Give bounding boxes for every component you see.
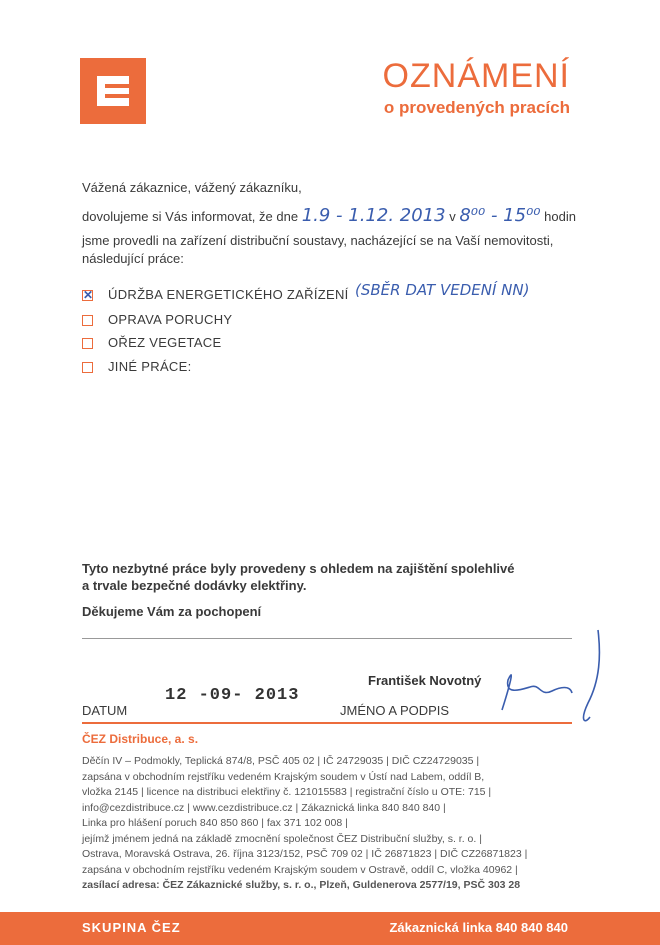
handwritten-hours: 8⁰⁰ - 15⁰⁰	[459, 205, 541, 226]
company-line: zasílací adresa: ČEZ Zákaznické služby, s. r. o., Plzeň, Guldenerova 2577/19, PSČ 303 28	[82, 879, 521, 891]
handwritten-work-note: (SBĚR DAT VEDENÍ NN)	[355, 281, 530, 299]
datum-label: DATUM	[82, 703, 128, 718]
intro-hodin: hodin	[544, 209, 576, 224]
company-line: vložka 2145 | licence na distribuci elektřiny č. 121015583 | registrační číslo u OTE: 715 |	[82, 786, 492, 798]
company-line: zapsána v obchodním rejstříku vedeném Krajským soudem v Ostravě, oddíl C, vložka 40962 |	[82, 863, 518, 876]
page-title: OZNÁMENÍ	[382, 57, 570, 95]
company-line: zapsána v obchodním rejstříku vedeném Krajským soudem v Ústí nad Labem, oddíl B,	[82, 770, 485, 783]
work-label-3: OŘEZ VEGETACE	[108, 335, 222, 350]
intro-line-3: následující práce:	[82, 251, 184, 266]
cez-logo	[80, 58, 146, 124]
thanks-text: Děkujeme Vám za pochopení	[82, 604, 262, 619]
work-checkbox-4[interactable]	[82, 362, 93, 373]
company-name: ČEZ Distribuce, a. s.	[82, 732, 199, 746]
greeting: Vážená zákaznice, vážený zákazníku,	[82, 180, 302, 195]
date-stamp: 12 -09- 2013	[165, 686, 300, 705]
cez-logo-icon	[80, 58, 146, 124]
company-line: Ostrava, Moravská Ostrava, 26. října 3123/152, PSČ 709 02 | IČ 26871823 | DIČ CZ26871823 |	[82, 848, 528, 860]
intro-line-2: jsme provedli na zařízení distribuční soustavy, nacházející se na Vaší nemovitosti,	[82, 233, 554, 248]
footer-bar	[0, 912, 660, 945]
signature-underline	[82, 722, 572, 724]
closing-line-1: Tyto nezbytné práce byly provedeny s ohledem na zajištění spolehlivé	[82, 561, 515, 576]
intro-text: dovolujeme si Vás informovat, že dne	[82, 209, 299, 224]
company-line: Linka pro hlášení poruch 840 850 860 | fax 371 102 008 |	[82, 817, 348, 829]
work-checkbox-1[interactable]: ✕	[83, 288, 94, 302]
work-checkbox-2[interactable]	[82, 315, 93, 326]
company-details	[82, 754, 582, 894]
work-label-4: JINÉ PRÁCE:	[108, 359, 192, 374]
signer-name-stamp: František Novotný	[368, 673, 482, 688]
work-label-1: ÚDRŽBA ENERGETICKÉHO ZAŘÍZENÍ	[108, 287, 349, 302]
intro-v: v	[449, 209, 456, 224]
company-line: jejímž jménem jedná na základě zmocnění společnost ČEZ Distribuční služby, s. r. o. |	[82, 832, 482, 845]
footer-hotline: Zákaznická linka 840 840 840	[389, 920, 568, 935]
company-line: info@cezdistribuce.cz | www.cezdistribuce.cz | Zákaznická linka 840 840 840 |	[82, 801, 446, 814]
company-line: Děčín IV – Podmokly, Teplická 874/8, PSČ 405 02 | IČ 24729035 | DIČ CZ24729035 |	[82, 755, 480, 767]
closing-line-2: a trvale bezpečné dodávky elektřiny.	[82, 578, 307, 593]
signature-scribble	[480, 625, 610, 735]
work-checkbox-3[interactable]	[82, 338, 93, 349]
work-label-2: OPRAVA PORUCHY	[108, 312, 233, 327]
footer-group-name: SKUPINA ČEZ	[82, 920, 181, 935]
document-title-block	[383, 58, 570, 120]
name-signature-label: JMÉNO A PODPIS	[340, 703, 450, 718]
intro-line-1	[82, 206, 576, 226]
handwritten-dates: 1.9 - 1.12. 2013	[301, 205, 446, 226]
page-subtitle: o provedených pracích	[383, 98, 570, 117]
